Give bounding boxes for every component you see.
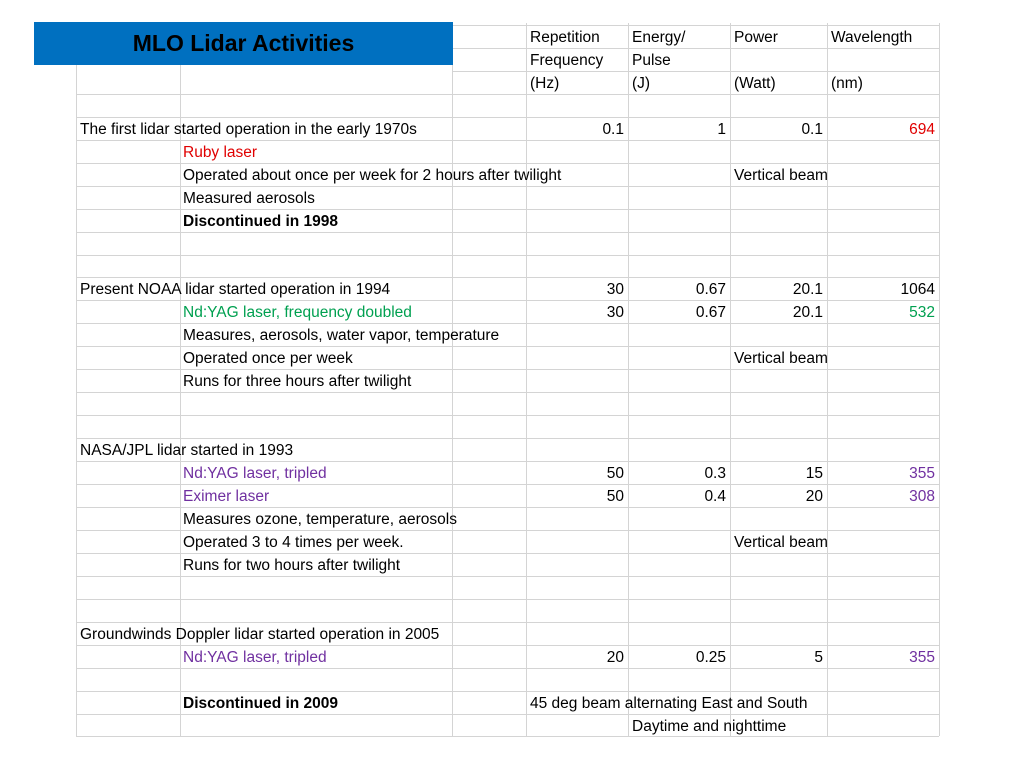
wavelength-value: 308 [909, 488, 935, 505]
header-wave-0: Wavelength [831, 29, 913, 46]
rep-value: 50 [606, 488, 624, 505]
row-note: 45 deg beam alternating East and South [530, 695, 808, 712]
row-detail: Measures, aerosols, water vapor, temperature [183, 327, 500, 344]
beam-note: Vertical beam [734, 167, 828, 184]
row-label: Groundwinds Doppler lidar started operation in 2005 [80, 626, 440, 643]
row-detail: Operated about once per week for 2 hours after twilight [183, 167, 562, 184]
row-label: The first lidar started operation in the early 1970s [80, 121, 417, 138]
grid-line [76, 255, 939, 256]
row-detail: Runs for two hours after twilight [183, 557, 401, 574]
beam-note: Vertical beam [734, 350, 828, 367]
beam-note: Vertical beam [734, 534, 828, 551]
row-detail: Operated 3 to 4 times per week. [183, 534, 404, 551]
header-energy-1: Pulse [632, 52, 671, 69]
header-power-2: (Watt) [734, 75, 776, 92]
wavelength-value: 355 [909, 465, 935, 482]
power-value: 15 [805, 465, 823, 482]
energy-value: 0.4 [704, 488, 726, 505]
header-power-0: Power [734, 29, 778, 46]
row-detail: Discontinued in 1998 [183, 213, 339, 230]
power-value: 5 [814, 649, 823, 666]
power-value: 20.1 [792, 281, 823, 298]
rep-value: 0.1 [602, 121, 624, 138]
header-rep-1: Frequency [530, 52, 604, 69]
row-detail: Operated once per week [183, 350, 353, 367]
grid-line [76, 94, 939, 95]
grid-line [76, 736, 939, 737]
row-detail: Eximer laser [183, 488, 270, 505]
grid-line [76, 599, 939, 600]
rep-value: 30 [606, 281, 624, 298]
header-rep-0: Repetition [530, 29, 600, 46]
energy-value: 0.67 [695, 281, 726, 298]
page-title: MLO Lidar Activities [132, 30, 355, 56]
grid-line [939, 23, 940, 736]
wavelength-value: 694 [909, 121, 935, 138]
row-detail: Ruby laser [183, 144, 258, 161]
header-rep-2: (Hz) [530, 75, 560, 92]
row-detail: Nd:YAG laser, tripled [183, 465, 327, 482]
power-value: 0.1 [801, 121, 823, 138]
power-value: 20 [805, 488, 823, 505]
row-detail: Measures ozone, temperature, aerosols [183, 511, 457, 528]
wavelength-value: 1064 [900, 281, 935, 298]
power-value: 20.1 [792, 304, 823, 321]
rep-value: 50 [606, 465, 624, 482]
row-label: NASA/JPL lidar started in 1993 [80, 442, 294, 459]
energy-value: 0.67 [695, 304, 726, 321]
row-note: Daytime and nighttime [632, 718, 787, 735]
energy-value: 1 [717, 121, 726, 138]
energy-value: 0.3 [704, 465, 726, 482]
rep-value: 30 [606, 304, 624, 321]
row-detail: Measured aerosols [183, 190, 315, 207]
wavelength-value: 532 [909, 304, 935, 321]
row-detail: Nd:YAG laser, tripled [183, 649, 327, 666]
row-detail: Nd:YAG laser, frequency doubled [183, 304, 412, 321]
energy-value: 0.25 [695, 649, 726, 666]
row-label: Present NOAA lidar started operation in 1994 [80, 281, 391, 298]
header-energy-2: (J) [632, 75, 651, 92]
row-detail: Runs for three hours after twilight [183, 373, 412, 390]
row-detail: Discontinued in 2009 [183, 695, 339, 712]
header-wave-2: (nm) [831, 75, 863, 92]
header-energy-0: Energy/ [632, 29, 686, 46]
wavelength-value: 355 [909, 649, 935, 666]
rep-value: 20 [606, 649, 624, 666]
grid-line [76, 415, 939, 416]
grid-line [76, 65, 77, 736]
